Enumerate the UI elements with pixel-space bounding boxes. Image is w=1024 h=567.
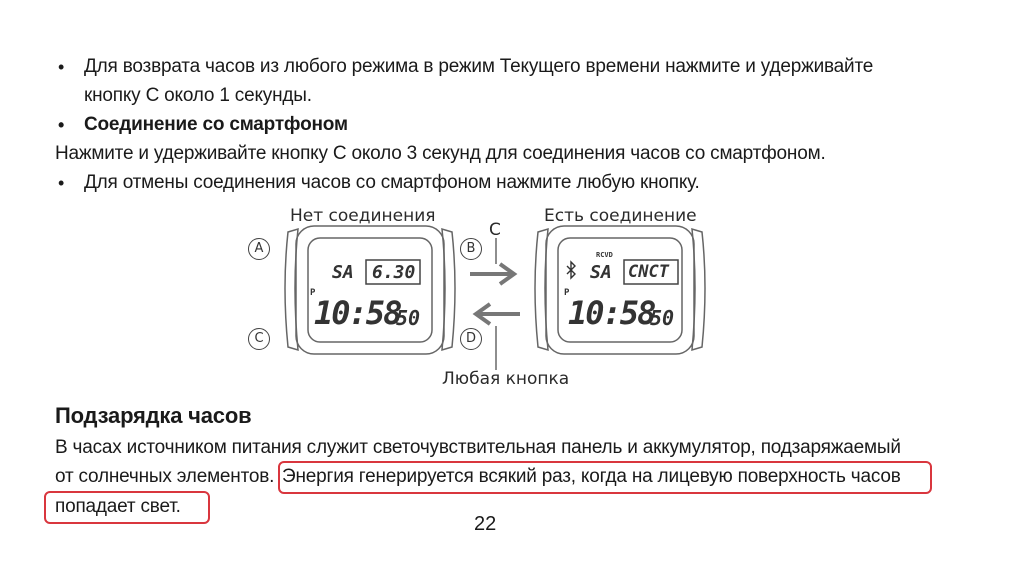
arrows [470, 264, 520, 324]
no-connection-title: Нет соединения [290, 206, 436, 226]
any-button-label: Любая кнопка [442, 369, 570, 389]
charging-heading: Подзарядка часов [55, 403, 252, 428]
highlight-box-line2 [278, 461, 932, 494]
right-pm-indicator: P [564, 288, 570, 298]
right-watch-case [535, 226, 705, 354]
left-pm-indicator: P [310, 288, 316, 298]
charging-line3-highlight: попадает свет. [55, 496, 181, 517]
charging-line1: В часах источником питания служит светочувствительная панель и аккумулятор, подзаряжаемый [55, 437, 901, 458]
return-instruction-line2: кнопку C около 1 секунды. [84, 85, 312, 106]
bullet-dot: • [58, 173, 65, 193]
left-time-display: 10:58 [314, 294, 401, 332]
rcvd-indicator: RCVD [596, 251, 613, 259]
button-b-marker: B [460, 238, 482, 260]
page-number: 22 [474, 513, 497, 535]
connect-instruction: Нажмите и удерживайте кнопку C около 3 секунд для соединения часов со смартфоном. [55, 143, 826, 164]
return-instruction-line1: Для возврата часов из любого режима в режим Текущего времени нажмите и удерживайте [84, 56, 874, 77]
watch-connection-diagram [230, 202, 730, 402]
left-date-display: 6.30 [372, 262, 416, 283]
button-d-marker: D [460, 328, 482, 350]
highlight-box-line3 [44, 491, 210, 524]
connected-title: Есть соединение [544, 206, 697, 226]
button-a-marker: A [248, 238, 270, 260]
charging-line2-start: от солнечных элементов. [55, 466, 275, 487]
right-seconds-display: 50 [650, 306, 675, 330]
connect-heading: Соединение со смартфоном [84, 114, 348, 135]
cancel-instruction: Для отмены соединения часов со смартфоном нажмите любую кнопку. [84, 172, 700, 193]
right-day-display: SA [590, 262, 612, 283]
right-time-display: 10:58 [568, 294, 655, 332]
left-day-display: SA [332, 262, 354, 283]
left-seconds-display: 50 [396, 306, 421, 330]
bullet-dot: • [58, 57, 65, 77]
bullet-dot: • [58, 115, 65, 135]
connection-status-display: CNCT [628, 262, 669, 282]
button-c-marker: C [248, 328, 270, 350]
bluetooth-icon [567, 262, 575, 278]
button-c-callout-label: C [489, 220, 501, 240]
charging-line2-highlight: Энергия генерируется всякий раз, когда на лицевую поверхность часов [282, 466, 901, 487]
